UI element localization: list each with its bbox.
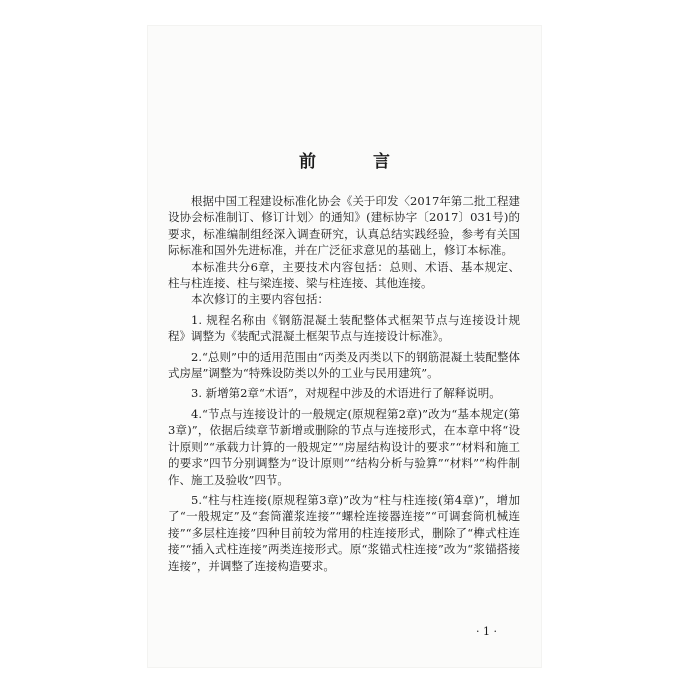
paragraph-item-2: 2.“总则”中的适用范围由“丙类及丙类以下的钢筋混凝土装配整体式房屋”调整为“特殊设防类以外的工业与民用建筑”。 (168, 349, 520, 381)
body-text (168, 193, 520, 574)
document-page (148, 26, 541, 667)
paragraph-item-1: 1. 规程名称由《钢筋混凝土装配整体式框架节点与连接设计规程》调整为《装配式混凝土框架节点与连接设计标准》。 (168, 312, 520, 344)
paragraph-item-4: 4.“节点与连接设计的一般规定(原规程第2章)”改为“基本规定(第3章)”，依据后续章节新增或删除的节点与连接形式，在本章中将“设计原则”“承载力计算的一般规定”“房屋结构设计的要求”“材料和施工的要求”四节分别调整为“设计原则”“结构分析与验算”“材料”“构件制作、施工及验收”四节。 (168, 406, 520, 487)
paragraph-item-3: 3. 新增第2章“术语”，对规程中涉及的术语进行了解释说明。 (191, 386, 501, 401)
page-number: · 1 · (476, 625, 497, 638)
paragraph-intro: 根据中国工程建设标准化协会《关于印发〈2017年第二批工程建设协会标准制订、修订计划〉的通知》(建标协字〔2017〕031号)的要求，标准编制组经深入调查研究，认真总结实践经验，参考有关国际标准和国外先进标准，并在广泛征求意见的基础上，修订本标准。 (168, 194, 520, 258)
paragraph-item-5: 5.“柱与柱连接(原规程第3章)”改为“柱与柱连接(第4章)”，增加了“一般规定”及“套筒灌浆连接”“螺栓连接器连接”“可调套筒机械连接”“多层柱连接”四种目前较为常用的柱连接形式，删除了“榫式柱连接”“插入式柱连接”两类连接形式。原“浆锚式柱连接”改为“浆锚搭接连接”，并调整了连接构造要求。 (168, 492, 520, 573)
page-title: 前 言 (299, 152, 410, 172)
paragraph-chapters: 本标准共分6章，主要技术内容包括：总则、术语、基本规定、柱与柱连接、柱与梁连接、梁与柱连接、其他连接。 (168, 259, 520, 291)
paragraph-revision-intro: 本次修订的主要内容包括： (191, 292, 329, 307)
